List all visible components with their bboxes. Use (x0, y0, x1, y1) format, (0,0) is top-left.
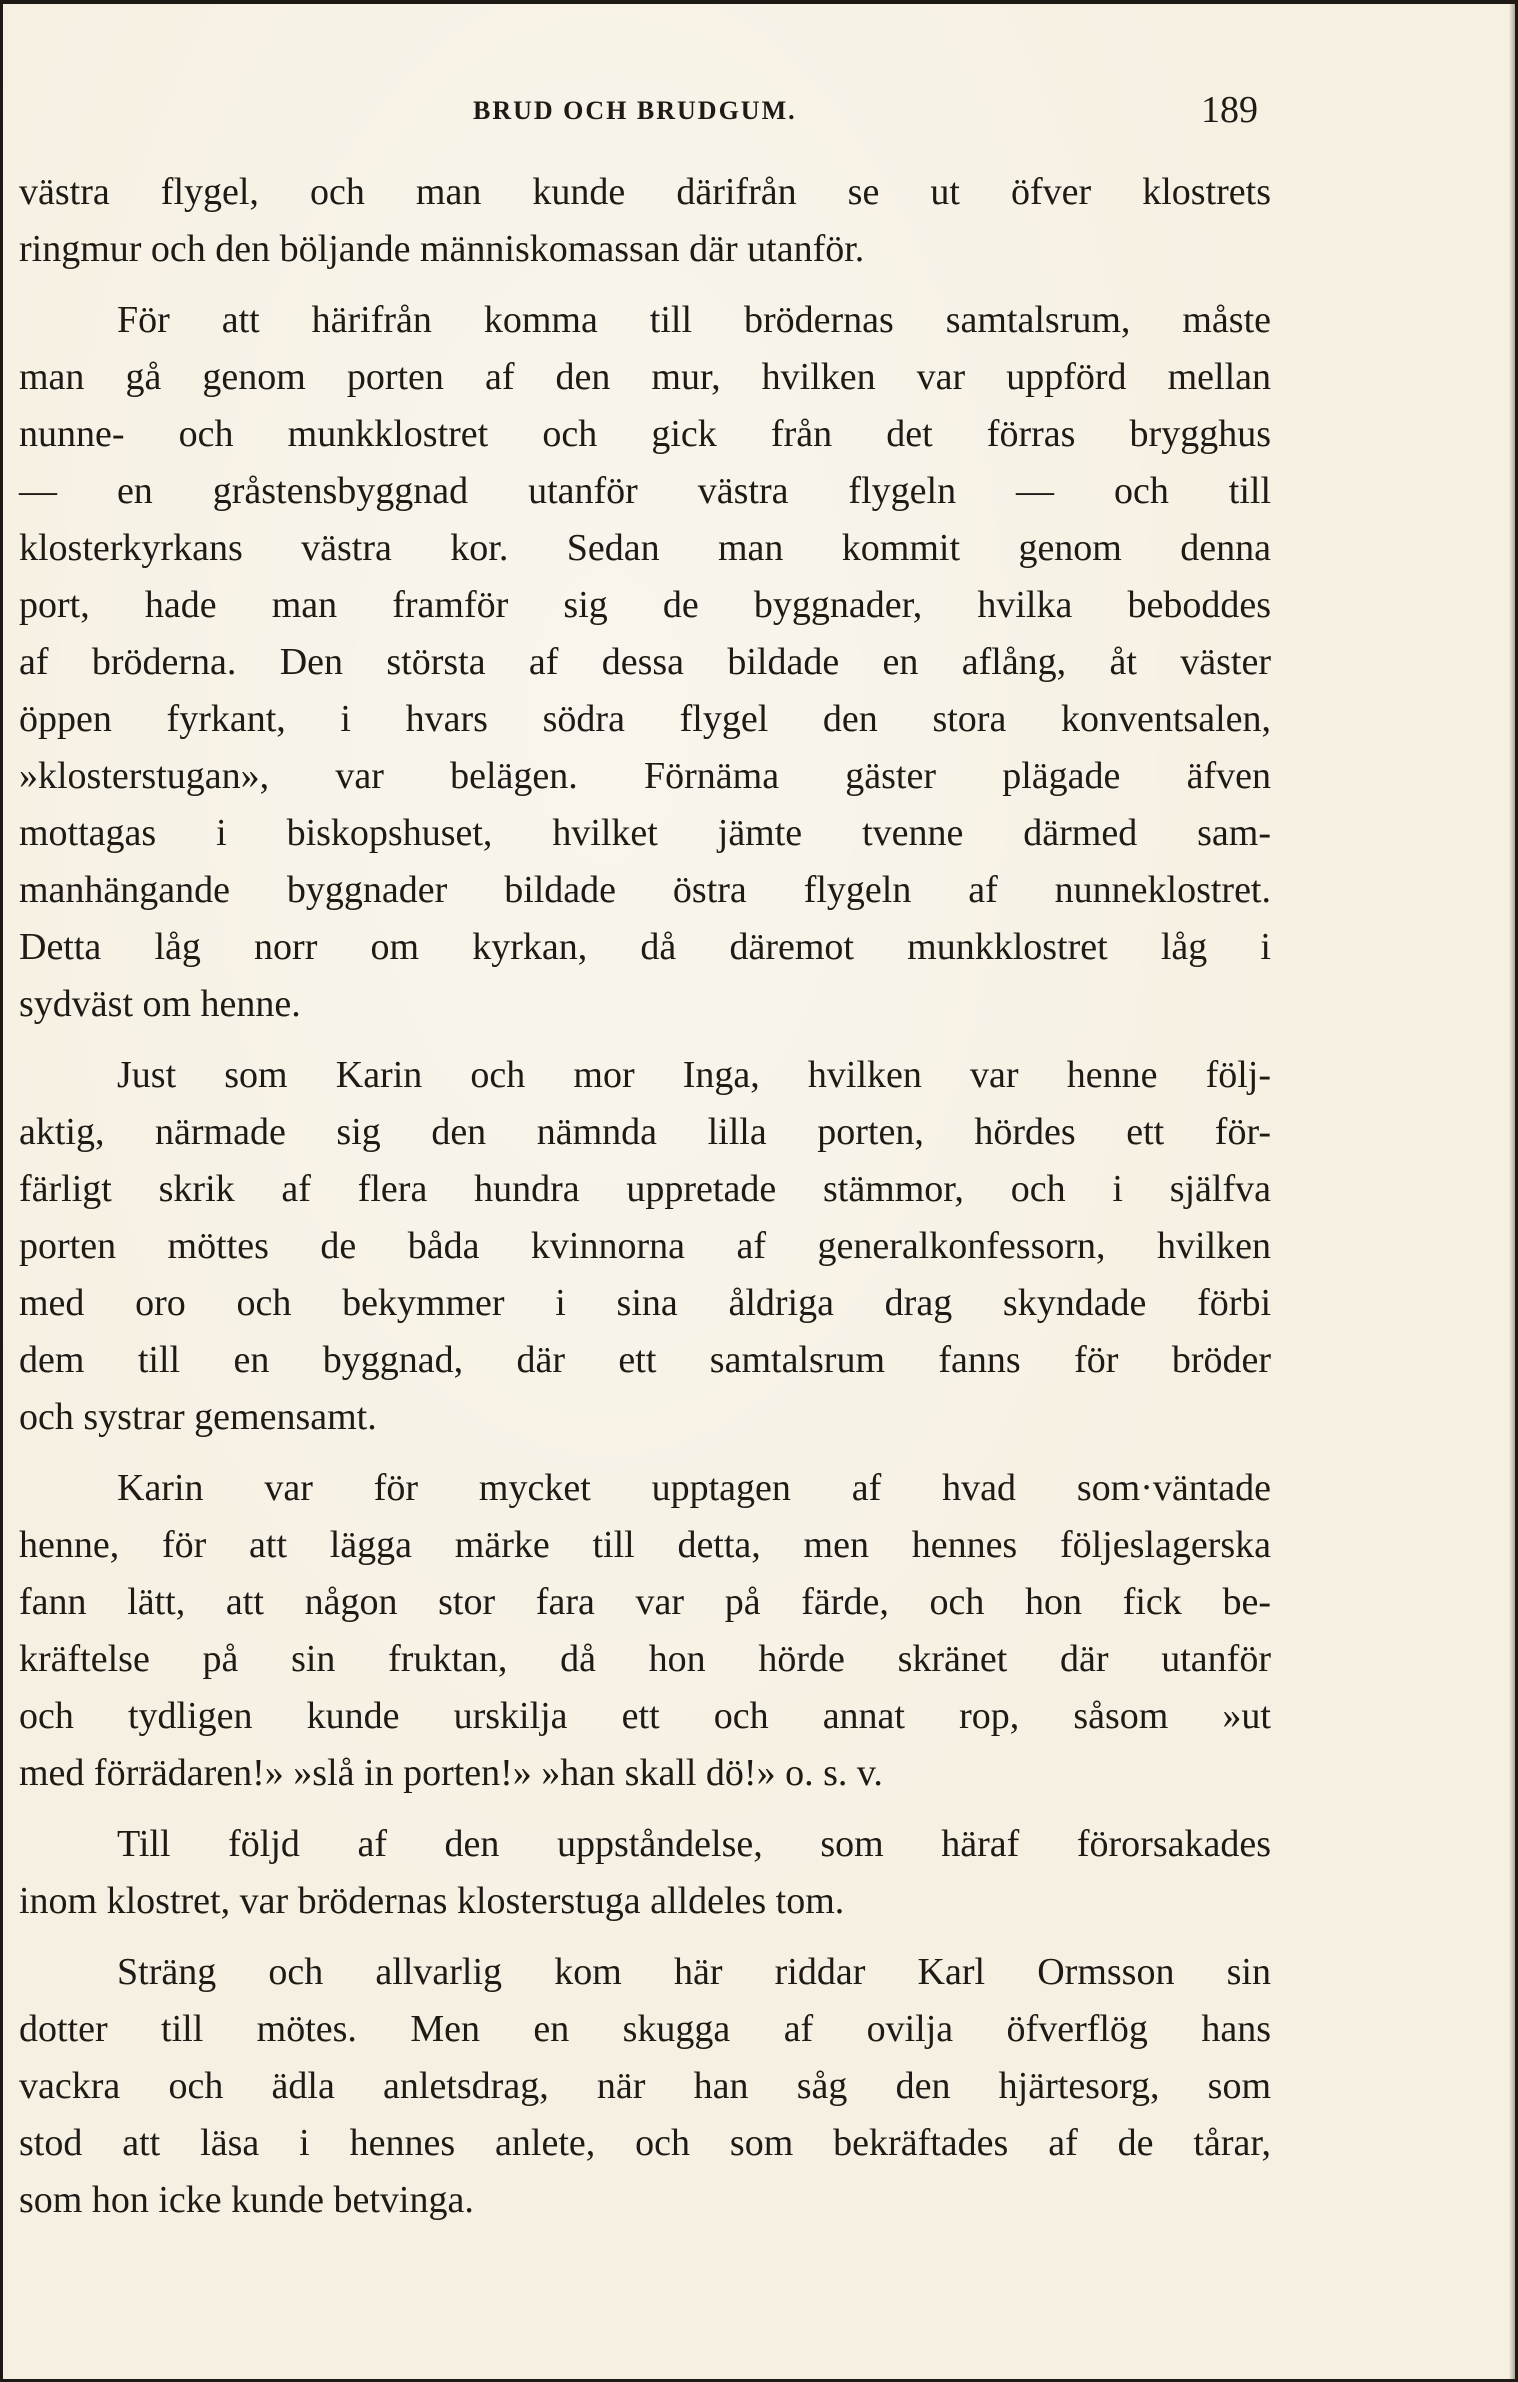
text-line: Detta låg norr om kyrkan, då däremot munkklostret låg i (19, 926, 1271, 968)
text-line: mottagas i biskopshuset, hvilket jämte tvenne därmed sam- (19, 812, 1271, 854)
text-line: porten möttes de båda kvinnorna af generalkonfessorn, hvilken (19, 1225, 1271, 1267)
text-line: fann lätt, att någon stor fara var på färde, och hon fick be- (19, 1581, 1271, 1623)
text-line: af bröderna. Den största af dessa bildade en aflång, åt väster (19, 641, 1271, 683)
text-line: »klosterstugan», var belägen. Förnäma gäster plägade äfven (19, 755, 1271, 797)
text-line: Sträng och allvarlig kom här riddar Karl Ormsson sin (117, 1951, 1271, 1993)
paragraph (19, 1047, 1271, 1446)
page-edge-shadow (1509, 4, 1515, 2379)
text-line: kräftelse på sin fruktan, då hon hörde skränet där utanför (19, 1638, 1271, 1680)
text-line: västra flygel, och man kunde därifrån se ut öfver klostrets (19, 171, 1271, 213)
text-line: inom klostret, var brödernas klosterstuga alldeles tom. (19, 1880, 845, 1922)
text-line: man gå genom porten af den mur, hvilken var uppförd mellan (19, 356, 1271, 398)
text-line: klosterkyrkans västra kor. Sedan man kommit genom denna (19, 527, 1271, 569)
text-line: sydväst om henne. (19, 983, 301, 1025)
paragraph-gap (19, 1446, 1271, 1460)
text-line: nunne- och munkklostret och gick från det förras brygghus (19, 413, 1271, 455)
paragraph-gap (19, 1930, 1271, 1944)
text-line: och systrar gemensamt. (19, 1396, 377, 1438)
text-line: färligt skrik af flera hundra uppretade stämmor, och i själfva (19, 1168, 1271, 1210)
text-line: — en gråstensbyggnad utanför västra flygeln — och till (19, 470, 1271, 512)
text-line: dem till en byggnad, där ett samtalsrum fanns för bröder (19, 1339, 1271, 1381)
paragraph-gap (19, 1802, 1271, 1816)
paragraph (19, 1816, 1271, 1930)
text-line: henne, för att lägga märke till detta, men hennes följeslagerska (19, 1524, 1271, 1566)
text-line: manhängande byggnader bildade östra flygeln af nunneklostret. (19, 869, 1271, 911)
text-line: port, hade man framför sig de byggnader, hvilka beboddes (19, 584, 1271, 626)
running-title: BRUD OCH BRUDGUM. (473, 96, 797, 125)
text-line: med oro och bekymmer i sina åldriga drag skyndade förbi (19, 1282, 1271, 1324)
text-line: ringmur och den böljande människomassan där utanför. (19, 228, 865, 270)
text-line: som hon icke kunde betvinga. (19, 2179, 474, 2221)
text-line: För att härifrån komma till brödernas samtalsrum, måste (117, 299, 1271, 341)
text-line: Just som Karin och mor Inga, hvilken var henne följ- (117, 1054, 1271, 1096)
text-line: vackra och ädla anletsdrag, när han såg den hjärtesorg, som (19, 2065, 1271, 2107)
paragraph-gap (19, 1033, 1271, 1047)
paragraph-gap (19, 278, 1271, 292)
body-text (19, 164, 1271, 2229)
text-line: aktig, närmade sig den nämnda lilla porten, hördes ett för- (19, 1111, 1271, 1153)
running-header (3, 89, 1515, 142)
text-line: Till följd af den uppståndelse, som häraf förorsakades (117, 1823, 1271, 1865)
text-line: Karin var för mycket upptagen af hvad som·väntade (117, 1467, 1271, 1509)
paragraph (19, 164, 1271, 278)
text-line: och tydligen kunde urskilja ett och annat rop, såsom »ut (19, 1695, 1271, 1737)
paragraph (19, 1944, 1271, 2229)
text-line: med förrädaren!» »slå in porten!» »han skall dö!» o. s. v. (19, 1752, 883, 1794)
text-line: stod att läsa i hennes anlete, och som bekräftades af de tårar, (19, 2122, 1271, 2164)
text-line: öppen fyrkant, i hvars södra flygel den stora konventsalen, (19, 698, 1271, 740)
paragraph (19, 292, 1271, 1033)
paragraph (19, 1460, 1271, 1802)
text-line: dotter till mötes. Men en skugga af ovilja öfverflög hans (19, 2008, 1271, 2050)
page-number: 189 (1201, 89, 1258, 131)
